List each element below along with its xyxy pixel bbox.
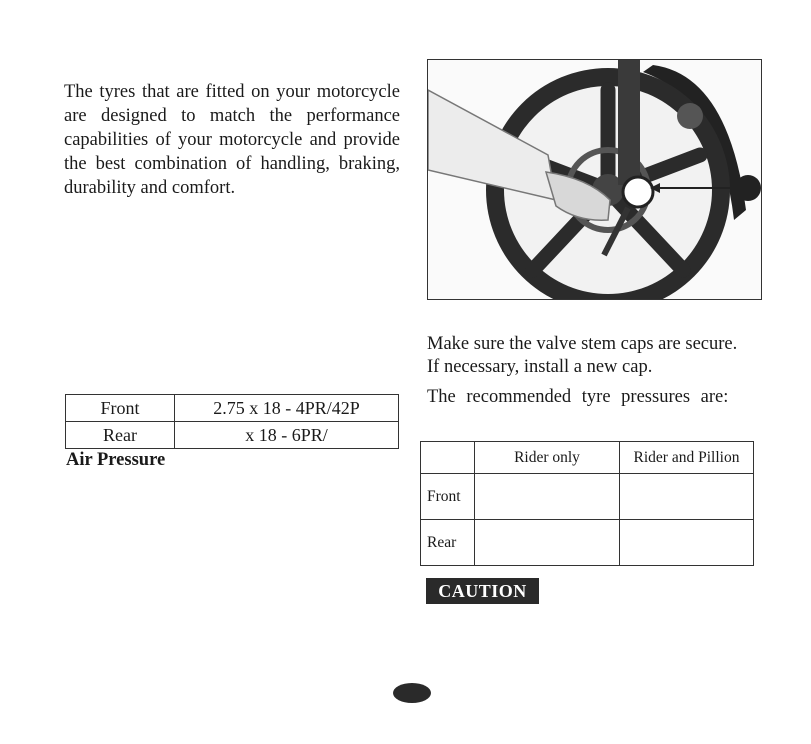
tyre-size-value-rear: x 18 - 6PR/ [175,422,399,449]
recommended-pressures-text: The recommended tyre pressures are: [427,387,729,407]
rear-rider-pillion-value [620,520,754,566]
reflector-shape [677,103,703,129]
table-row [66,422,399,449]
callout-marker [735,175,761,201]
tyre-size-table [65,394,399,449]
tyre-size-label-front: Front [66,395,175,422]
rear-rider-only-value [475,520,620,566]
tyre-size-value-front: 2.75 x 18 - 4PR/42P [175,395,399,422]
gauge-dial-shape [623,177,653,207]
table-header-row [421,442,754,474]
front-rider-only-value [475,474,620,520]
page-number-badge [393,683,431,703]
row-label-rear: Rear [421,520,475,566]
tyre-size-label-rear: Rear [66,422,175,449]
header-rider-only: Rider only [475,442,620,474]
caution-banner: CAUTION [426,578,539,604]
air-pressure-heading: Air Pressure [66,450,166,470]
table-row [421,520,754,566]
row-label-front: Front [421,474,475,520]
fork-shape [618,60,640,185]
header-rider-pillion: Rider and Pillion [620,442,754,474]
wheel-gauge-illustration [428,60,761,299]
valve-line-2: If necessary, install a new cap. [427,357,653,377]
front-rider-pillion-value [620,474,754,520]
header-empty-cell [421,442,475,474]
table-row [66,395,399,422]
intro-paragraph: The tyres that are fitted on your motorcycle are designed to match the performance capabilities of your motorcycle and provide the best combination of handling, braking, durability and comfort. [64,82,400,198]
valve-line-1: Make sure the valve stem caps are secure. [427,334,738,354]
table-row [421,474,754,520]
valve-cap-note [427,333,760,379]
tyre-pressure-table [420,441,754,566]
tyre-pressure-photo [427,59,762,300]
